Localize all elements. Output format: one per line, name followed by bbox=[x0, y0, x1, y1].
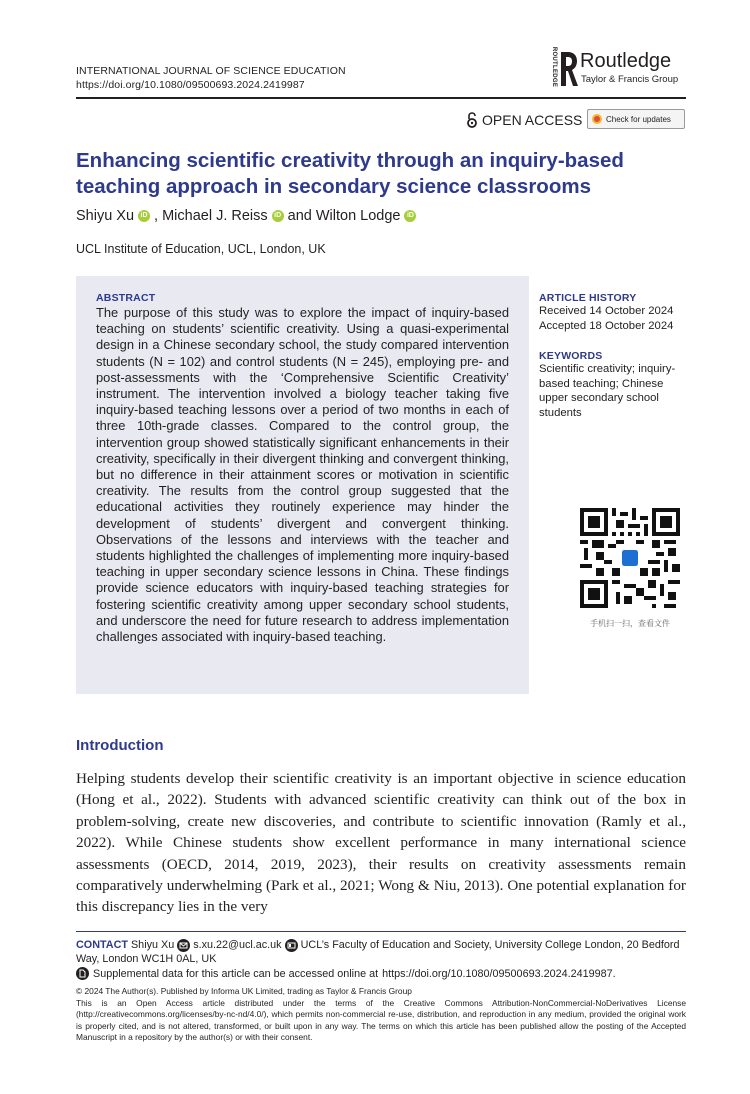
contact-label: CONTACT bbox=[76, 939, 128, 951]
footer-rule bbox=[76, 931, 686, 932]
supplemental-link[interactable]: https://doi.org/10.1080/09500693.2024.2419987. bbox=[382, 967, 616, 980]
keywords bbox=[539, 350, 679, 420]
journal-doi-link[interactable]: https://doi.org/10.1080/09500693.2024.2419987 bbox=[76, 79, 305, 91]
keywords-heading: KEYWORDS bbox=[539, 350, 603, 362]
supplemental-data bbox=[76, 967, 616, 980]
publisher-logo bbox=[546, 48, 691, 90]
contact-email[interactable]: s.xu.22@ucl.ac.uk bbox=[193, 939, 282, 951]
check-for-updates-button[interactable] bbox=[587, 109, 685, 129]
publisher-vertical-text: ROUTLEDGE bbox=[551, 46, 558, 88]
abstract-text: The purpose of this study was to explore the impact of inquiry-based teaching on students’ scientific creativity. Using a quasi-experimental design in a Chinese secondary school, the study compared intervention students (N = 102) and control students (N = 245), employing pre- and post-assessments with the ‘Comprehensive Scientific Creativity’ instrument. The intervention involved a biology teacher taking five inquiry-based teaching lessons over a period of two months in each of three 10th-grade classes. Compared to the control group, the intervention group showed statistically significant enhancements in their creativity, specifically in their divergent thinking and convergent thinking, but no difference in their attainment scores or motivation in scientific creativity. The results from the control group suggested that the educational activities they routinely experience may hinder the development of students’ divergent and convergent thinking. Observations of the lessons and interviews with the teacher and students highlighted the challenges of implementing more inquiry-based teaching in upper secondary science lessons in China. These findings provide science educators with inquiry-based teaching strategies for fostering scientific creativity among upper secondary school students, and underscore the need for future research to address implementation challenges associated with inquiry-based teaching. bbox=[96, 305, 509, 645]
journal-name: INTERNATIONAL JOURNAL OF SCIENCE EDUCATION bbox=[76, 65, 346, 77]
received-date: Received 14 October 2024 bbox=[539, 305, 674, 317]
contact-address: UCL’s Faculty of Education and Society, University College London, 20 Bedford Way, London WC1H 0AL, UK bbox=[76, 939, 680, 965]
keywords-text: Scientific creativity; inquiry-based teaching; Chinese upper secondary school students bbox=[539, 363, 676, 419]
open-access-badge bbox=[466, 112, 582, 128]
orcid-icon[interactable]: iD bbox=[272, 210, 284, 222]
supplemental-text: Supplemental data for this article can be accessed online at bbox=[93, 967, 379, 980]
email-icon bbox=[177, 939, 190, 952]
affiliation: UCL Institute of Education, UCL, London, UK bbox=[76, 242, 326, 256]
contact-block bbox=[76, 938, 686, 966]
routledge-r-icon bbox=[558, 50, 578, 88]
license-text: This is an Open Access article distributed under the terms of the Creative Commons Attribution-NonCommercial-NoDerivatives License (http://creativecommons.org/licenses/by-nc-nd/4.0/), which permits non-commercial re-use, distribution, and reproduction in any medium, provided the original work is properly cited, and is not altered, transformed, or built upon in any way. The terms on which this article has been published allow the posting of the Accepted Manuscript in a repository by the author(s) or with their consent. bbox=[76, 997, 686, 1042]
publisher-vertical-text-wrap bbox=[546, 48, 558, 90]
check-updates-icon bbox=[592, 114, 602, 124]
abstract-heading: ABSTRACT bbox=[96, 292, 156, 304]
supplemental-icon bbox=[76, 967, 89, 980]
author-separator: , bbox=[154, 208, 159, 224]
contact-name: Shiyu Xu bbox=[130, 939, 175, 951]
orcid-icon[interactable]: iD bbox=[404, 210, 416, 222]
article-history bbox=[539, 292, 689, 333]
qr-code[interactable] bbox=[580, 508, 680, 608]
check-updates-label: Check for updates bbox=[606, 114, 671, 124]
copyright-line: © 2024 The Author(s). Published by Informa UK Limited, trading as Taylor & Francis Group bbox=[76, 986, 412, 996]
author-list bbox=[76, 208, 416, 224]
open-access-label: OPEN ACCESS bbox=[482, 112, 583, 128]
open-lock-icon bbox=[466, 112, 478, 128]
orcid-icon[interactable]: iD bbox=[138, 210, 150, 222]
accepted-date: Accepted 18 October 2024 bbox=[539, 319, 674, 332]
journal-header bbox=[76, 64, 346, 92]
qr-caption: 手机扫一扫，查看文件 bbox=[590, 619, 670, 628]
publisher-name: Routledge bbox=[580, 50, 672, 72]
article-title: Enhancing scientific creativity through an inquiry-based teaching approach in secondary science classrooms bbox=[76, 149, 624, 198]
introduction-heading: Introduction bbox=[76, 737, 164, 754]
author-name[interactable]: Wilton Lodge bbox=[315, 208, 401, 224]
address-icon bbox=[285, 939, 298, 952]
author-name[interactable]: Michael J. Reiss bbox=[162, 208, 268, 224]
copyright-block bbox=[76, 986, 686, 1044]
author-separator: and bbox=[287, 208, 312, 224]
author-name[interactable]: Shiyu Xu bbox=[76, 208, 135, 224]
introduction-text: Helping students develop their scientific creativity is an important objective in science education (Hong et al., 2022). Students with advanced scientific creativity can think out of the box in problem-solving, create new discoveries, and contribute to scientific innovation (Ramly et al., 2022). While Chinese students show excellent performance in many international science assessments (OECD, 2014, 2019, 2023), their results on creativity assessments remain comparatively underwhelming (Park et al., 2021; Wong & Niu, 2013). One potential explanation for this discrepancy lies in the very bbox=[76, 770, 686, 916]
article-history-heading: ARTICLE HISTORY bbox=[539, 292, 637, 304]
header-rule bbox=[76, 97, 686, 99]
publisher-subtitle: Taylor & Francis Group bbox=[581, 74, 679, 85]
